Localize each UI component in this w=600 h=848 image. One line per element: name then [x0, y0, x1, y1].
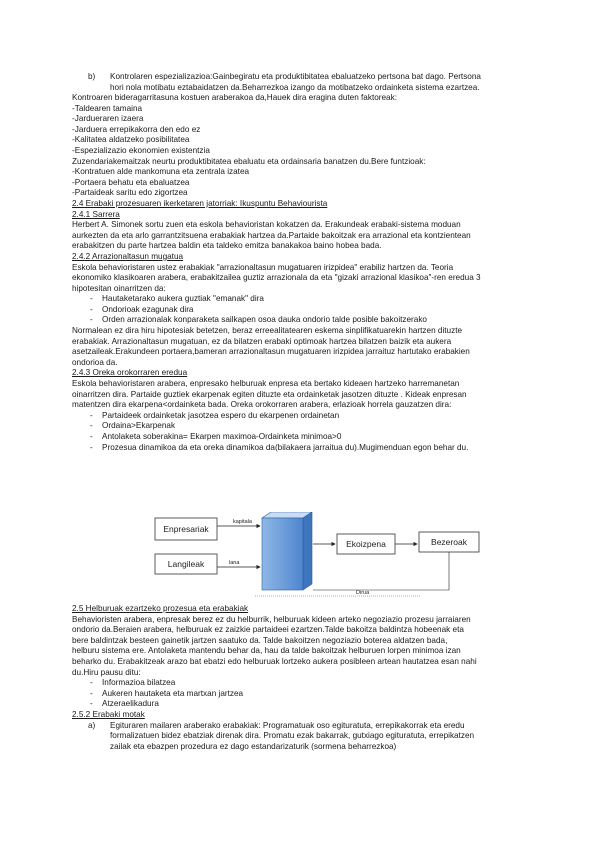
section-2-5-2-title: 2.5.2 Erabaki motak [72, 709, 145, 719]
list-item: -Kontratuen alde mankomuna eta zentrala izatea [72, 167, 250, 177]
item-b [72, 72, 532, 93]
paragraph-line: matentzen dira ekarpena<ordainketa bada. Oreka orokorraren arabera, erlazioak horrela gauzatzen dira: [72, 400, 452, 410]
zuzendari-intro: Zuzendariakemaitzak neurtu produktibitatea ebaluatu eta ordainsaria banatzen du.Bere funtzioak: [72, 156, 426, 166]
list-item: -Espezializazio ekonomien existentzia [72, 145, 210, 155]
paragraph-line: Eskola behavioristaren arabera, enpresako helburuak enpresa eta bertako kideaen hartzeko harremanetan [72, 379, 460, 389]
list-item: -Portaera behatu eta ebaluatzea [72, 177, 190, 187]
paragraph-line: ekonomiko klasikoaren arabera, erabakitzailea guztiz arrazionala da eta "gizaki arrazional klasikoa"-ren eredua 3 [72, 273, 481, 283]
bullet-item: - Aukeren hautaketa eta martxan jartzea [90, 688, 244, 698]
paragraph-line: aurkezten da eta arlo garrantzitsuena erabakiak hartzea da.Partaide bakoitzak era arrazional eta kontzientean [72, 230, 471, 240]
item-b-line2: hori nola motibatu eztabaidatzen da.Beharrezkoa izango da motibatzeko ordainketa sistema ezartzea. [110, 82, 480, 92]
bezeroak-label: Bezeroak [431, 537, 467, 547]
paragraph-line: oinarritzen dira. Partaide guztiek ekarpenak egiten dituzte eta ordainketak jasotzen dituzte . Kideak enpresan [72, 389, 467, 399]
paragraph-line: zailak eta ebazpen prozedura ez dago estandarizaturik (sormena beharrezkoa) [110, 741, 397, 751]
dirua-line [313, 552, 449, 590]
paragraph-line: beharko du. Erabakitzeak arazo bat ebatzi edo helburuak lortzeko aukera posibleen artean hautatzea esan nahi [72, 656, 477, 666]
item-b-marker: b) [88, 72, 96, 81]
list-item: -Partaideak saritu edo zigortzea [72, 188, 188, 198]
bullet-item: - Partaideek ordainketak jasotzea espero du ekarpenen ordainetan [90, 410, 340, 420]
control-section [72, 93, 532, 453]
list-item: -Kalitatea aldatzeko posibilitatea [72, 135, 190, 145]
section-2-4-3-title: 2.4.3 Oreka orokorraren eredua [72, 368, 188, 378]
enterprise-cube [262, 512, 312, 590]
item-a: a) Egituraren mailaren araberako erabakiak: Programatuak oso egituratuta, errepikakorrak eta eredu [88, 720, 465, 730]
lana-label: lana [229, 560, 240, 566]
bullet-item: - Ondorioak ezagunak dira [90, 304, 194, 314]
paragraph-line: Herbert A. Simonek sortu zuen eta eskola behavioristan kokatzen da. Erakundeak erabaki-sistema moduan [72, 220, 461, 230]
paragraph-line: du.Hiru pausu ditu: [72, 667, 141, 677]
list-item: -Taldearen tamaina [72, 103, 143, 113]
paragraph-line: asetzaileak.Erakundeen portaera,bameran arrazionaltasun mugatuaren irizpidea jarraituz hartutako erabakien [72, 347, 470, 357]
bullet-item: - Orden arrazionalak konparaketa sailkapen osoa dauka ondorio talde posible bakoitzerako [90, 315, 427, 325]
section-2-5 [72, 604, 532, 752]
paragraph-line: erabakitzen du parte hartzea baldin eta taldeko emitza banakakoa baino hobea bada. [72, 241, 382, 251]
paragraph-line: ondorio da.Beraien arabera, helburuak ez zaizkie partaideei ezartzen.Talde bakoitza baldintza hobeenak eta [72, 625, 464, 635]
kapitala-label: kapitala [233, 519, 252, 525]
paragraph-line: bere baldintzak besteen gainetik jartzen saatuko da. Talde bakoitzen negoziazio boterea aldatzen bada, [72, 635, 448, 645]
paragraph-line: Normalean ez dira hiru hipotesiak betetzen, beraz erreealitatearen eskema sinplifikatuarekin hartzen dituzte [72, 326, 463, 336]
paragraph-line: formalizatuen bidez ebatziak direnak dira. Promatu ezak bakarrak, gutxiago egituratuta, errepikatzen [110, 731, 475, 741]
item-a-marker: a) [88, 720, 96, 730]
section-2-5-title: 2.5 Helburuak ezartzeko prozesua eta erabakiak [72, 604, 249, 613]
dirua-label: Dirua [356, 590, 370, 596]
bullet-item: - Prozesua dinamikoa da eta oreka dinamikoa da(bilakaera jarraitua du).Mugimenduan egon behar du. [90, 442, 469, 452]
paragraph-line: hipotesitan oinarritzen da: [72, 283, 166, 293]
section-2-4-1-title: 2.4.1 Sarrera [72, 209, 120, 219]
control-intro: Kontroaren bideragarritasuna kostuen araberakoa da,Hauek dira eragina duten faktoreak: [72, 93, 397, 102]
flow-diagram [130, 512, 500, 598]
list-item: -Jardueraren izaera [72, 114, 144, 124]
langileak-label: Langileak [167, 559, 205, 569]
list-item: -Jarduera errepikakorra den edo ez [72, 124, 201, 134]
paragraph-line: erabakiak. Arrazionaltasun mugatuan, ez da bilatzen erabaki optimoak hartzea bilatzen baizik eta aukera [72, 336, 452, 346]
item-b-line1: b) Kontrolaren espezializazioa:Gainbegiratu eta produktibitatea ebaluatzeko pertsona bat dago. Pertsona [88, 72, 481, 81]
paragraph-line: helburu sistema ere. Antolaketa mantendu behar da, hau da talde bakoitzak helburuen lorpen minimoa izan [72, 646, 461, 656]
bullet-item: - Antolaketa soberakina= Ekarpen maximoa-Ordainketa minimoa>0 [90, 432, 342, 441]
ekoizpena-label: Ekoizpena [346, 539, 386, 549]
enpresariak-label: Enpresariak [163, 524, 209, 534]
bullet-item: - Informazioa bilatzea [90, 678, 176, 688]
paragraph-line: Eskola behavioristaren ustez erabakiak "arrazionaltasun mugatuaren irizpidea" erabiliz hartzen da. Teoria [72, 262, 454, 272]
section-2-4-2-title: 2.4.2 Arrazionaltasun mugatua [72, 251, 184, 261]
paragraph-line: ondorioa da. [72, 357, 118, 367]
section-2-4-title: 2.4 Erabaki prozesuaren ikerketaren jatorriak: Ikuspuntu Behaviourista [72, 198, 328, 208]
bullet-item: - Atzeraelikadura [90, 699, 159, 709]
bullet-item: - Hautaketarako aukera guztiak "emanak" dira [90, 294, 264, 304]
paragraph-line: Behavioristen arabera, enpresak berez ez du helburrik, helburuak kideen arteko negoziazio prozesu jarraiaren [72, 614, 471, 624]
bullet-item: - Ordaina>Ekarpenak [90, 421, 176, 431]
